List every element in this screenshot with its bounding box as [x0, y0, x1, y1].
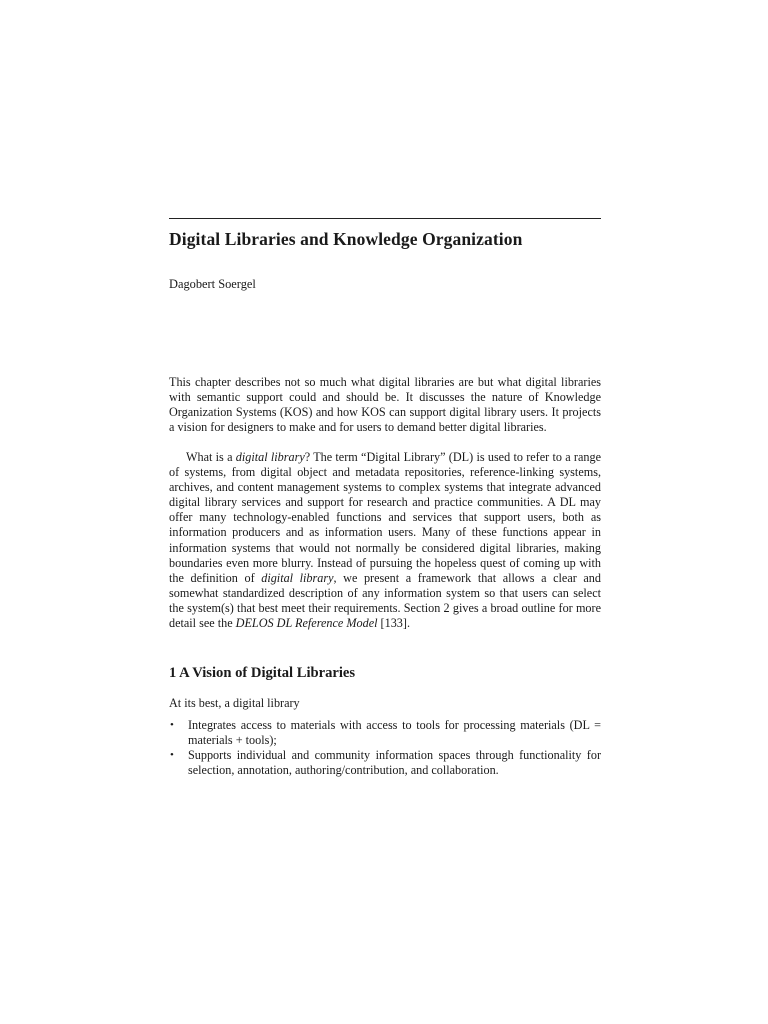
- section-lead-in: At its best, a digital library: [169, 696, 300, 710]
- section-heading: 1 A Vision of Digital Libraries: [169, 665, 356, 681]
- abstract-paragraph: This chapter describes not so much what digital libraries are but what digital libraries with semantic support could and should be. It discusses the nature of Knowledge Organization Systems (KOS) and how KOS can support digital library users. It projects a vision for designers to make and for users to demand better digital libraries.: [169, 375, 601, 435]
- list-item: [169, 748, 601, 778]
- intro-text-4: [133].: [377, 616, 410, 631]
- author-name: Dagobert Soergel: [169, 277, 256, 291]
- list-item: [169, 718, 601, 748]
- intro-text-2: ? The term “Digital Library” (DL) is used to refer to a range of systems, from digital object and metadata repositories, reference-linking systems, archives, and content management systems to complex systems that integrate advanced digital library services and support for research and practice communities. A DL may offer many technology-enabled functions and services that support users, both as information producers and as information users. Many of these functions appear in information systems that would not normally be considered digital libraries, making boundaries even more blurry. Instead of pursuing the hopeless quest of coming up with the definition of: [169, 450, 601, 585]
- bullet-icon: •: [170, 719, 174, 731]
- bullet-list: [169, 718, 601, 778]
- list-item-text: Supports individual and community information spaces through functionality for selection, annotation, authoring/contribution, and collaboration.: [188, 748, 601, 778]
- intro-paragraph: [169, 450, 601, 631]
- intro-text-1: What is a: [186, 450, 236, 464]
- chapter-title: Digital Libraries and Knowledge Organization: [169, 229, 523, 249]
- intro-emphasis-digital-library-2: digital library: [261, 570, 334, 585]
- top-horizontal-rule: [169, 218, 601, 219]
- list-item-text: Integrates access to materials with access to tools for processing materials (DL = materials + tools);: [188, 718, 601, 748]
- bullet-icon: •: [170, 749, 174, 762]
- intro-text-3: , we present a framework that allows a clear and somewhat standardized description of any information system so that users can select the system(s) that best meet their requirements. Section 2 gives a broad outline for more detail see the: [169, 570, 601, 631]
- intro-emphasis-digital-library: digital library: [235, 450, 305, 464]
- intro-emphasis-reference-model: DELOS DL Reference Model: [235, 616, 378, 631]
